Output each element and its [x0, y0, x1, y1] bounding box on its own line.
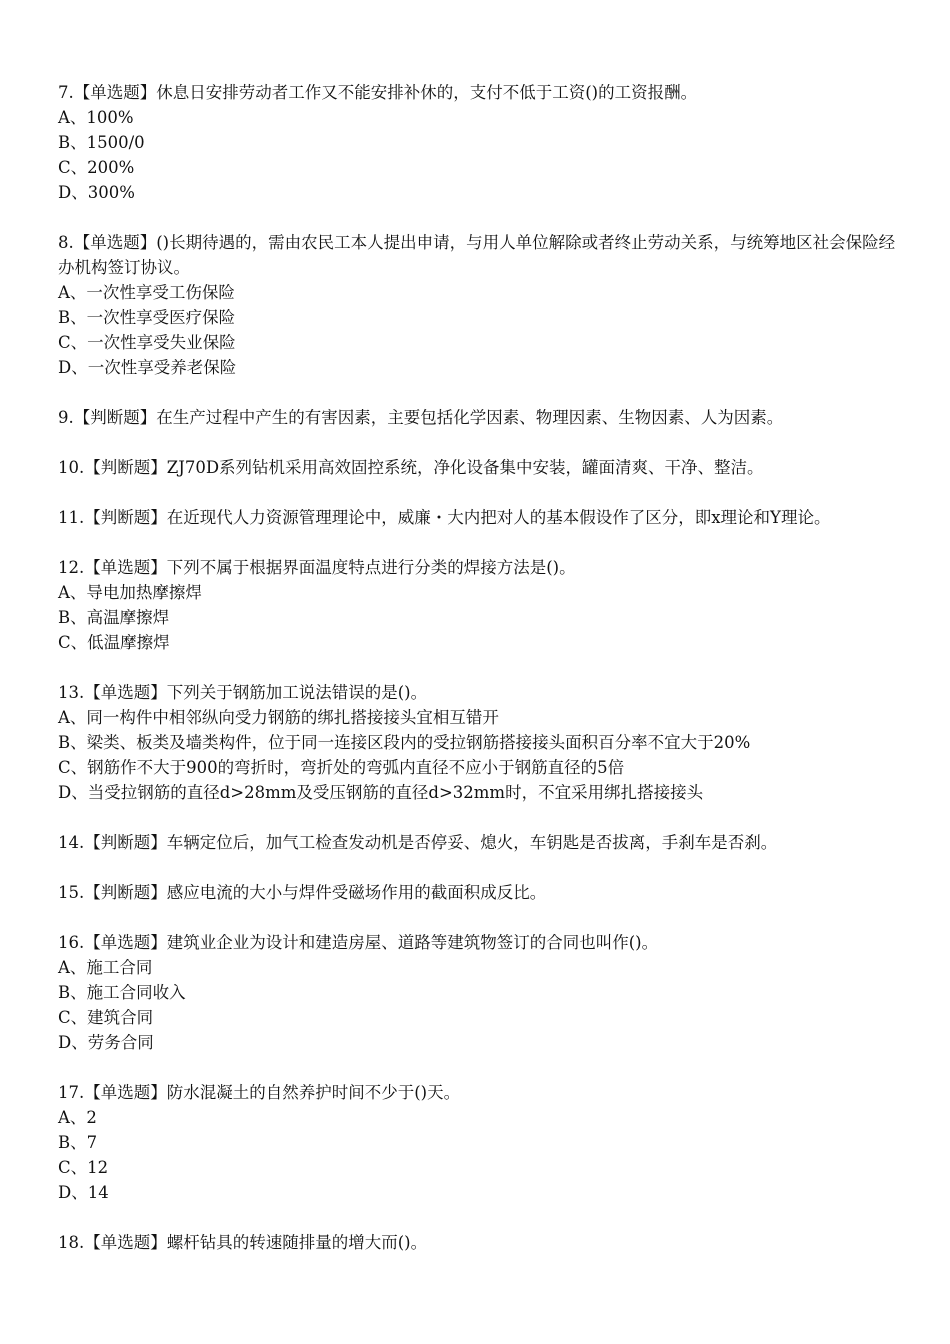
answer-option: B、施工合同收入	[58, 983, 186, 1002]
answer-option: B、一次性享受医疗保险	[58, 308, 236, 327]
answer-option: C、低温摩擦焊	[58, 633, 170, 652]
answer-option: A、一次性享受工伤保险	[58, 283, 235, 302]
answer-option: B、7	[58, 1133, 98, 1152]
question-item	[58, 505, 898, 530]
answer-option: B、1500/0	[58, 133, 145, 152]
answer-option: C、12	[58, 1158, 109, 1177]
question-stem: 9.【判断题】在生产过程中产生的有害因素，主要包括化学因素、物理因素、生物因素、人为因素。	[58, 408, 784, 427]
answer-option: C、钢筋作不大于900的弯折时，弯折处的弯弧内直径不应小于钢筋直径的5倍	[58, 758, 625, 777]
question-item	[58, 555, 898, 655]
answer-option: D、一次性享受养老保险	[58, 358, 237, 377]
question-stem: 13.【单选题】下列关于钢筋加工说法错误的是()。	[58, 683, 428, 702]
question-item	[58, 230, 898, 380]
question-stem: 15.【判断题】感应电流的大小与焊件受磁场作用的截面积成反比。	[58, 883, 547, 902]
question-list	[58, 80, 898, 1255]
answer-option: C、一次性享受失业保险	[58, 333, 236, 352]
answer-option: C、200%	[58, 158, 135, 177]
question-stem: 7.【单选题】休息日安排劳动者工作又不能安排补休的，支付不低于工资()的工资报酬。	[58, 83, 698, 102]
answer-option: D、300%	[58, 183, 135, 202]
answer-option: D、劳务合同	[58, 1033, 154, 1052]
question-stem: 11.【判断题】在近现代人力资源管理理论中，威廉・大内把对人的基本假设作了区分，即x理论和Y理论。	[58, 508, 831, 527]
question-item	[58, 80, 898, 205]
question-stem: 16.【单选题】建筑业企业为设计和建造房屋、道路等建筑物签订的合同也叫作()。	[58, 933, 659, 952]
question-stem: 17.【单选题】防水混凝土的自然养护时间不少于()天。	[58, 1083, 461, 1102]
question-item	[58, 930, 898, 1055]
answer-option: D、当受拉钢筋的直径d>28mm及受压钢筋的直径d>32mm时，不宜采用绑扎搭接接头	[58, 783, 704, 802]
answer-option: A、施工合同	[58, 958, 153, 977]
question-item	[58, 405, 898, 430]
question-item	[58, 1230, 898, 1255]
answer-option: A、导电加热摩擦焊	[58, 583, 202, 602]
question-item	[58, 1080, 898, 1205]
answer-option: A、2	[58, 1108, 97, 1127]
answer-option: B、梁类、板类及墙类构件，位于同一连接区段内的受拉钢筋搭接接头面积百分率不宜大于20%	[58, 733, 751, 752]
question-item	[58, 830, 898, 855]
question-stem: 18.【单选题】螺杆钻具的转速随排量的增大而()。	[58, 1233, 428, 1252]
answer-option: A、同一构件中相邻纵向受力钢筋的绑扎搭接接头宜相互错开	[58, 708, 499, 727]
question-item	[58, 680, 898, 805]
answer-option: A、100%	[58, 108, 134, 127]
question-stem: 12.【单选题】下列不属于根据界面温度特点进行分类的焊接方法是()。	[58, 558, 576, 577]
answer-option: D、14	[58, 1183, 109, 1202]
question-item	[58, 455, 898, 480]
question-stem: 10.【判断题】ZJ70D系列钻机采用高效固控系统，净化设备集中安装，罐面清爽、干净、整洁。	[58, 458, 764, 477]
question-stem: 14.【判断题】车辆定位后，加气工检查发动机是否停妥、熄火，车钥匙是否拔离，手刹车是否刹。	[58, 833, 778, 852]
answer-option: B、高温摩擦焊	[58, 608, 170, 627]
question-stem: 8.【单选题】()长期待遇的，需由农民工本人提出申请，与用人单位解除或者终止劳动关系，与统筹地区社会保险经办机构签订协议。	[58, 233, 896, 277]
answer-option: C、建筑合同	[58, 1008, 154, 1027]
question-item	[58, 880, 898, 905]
